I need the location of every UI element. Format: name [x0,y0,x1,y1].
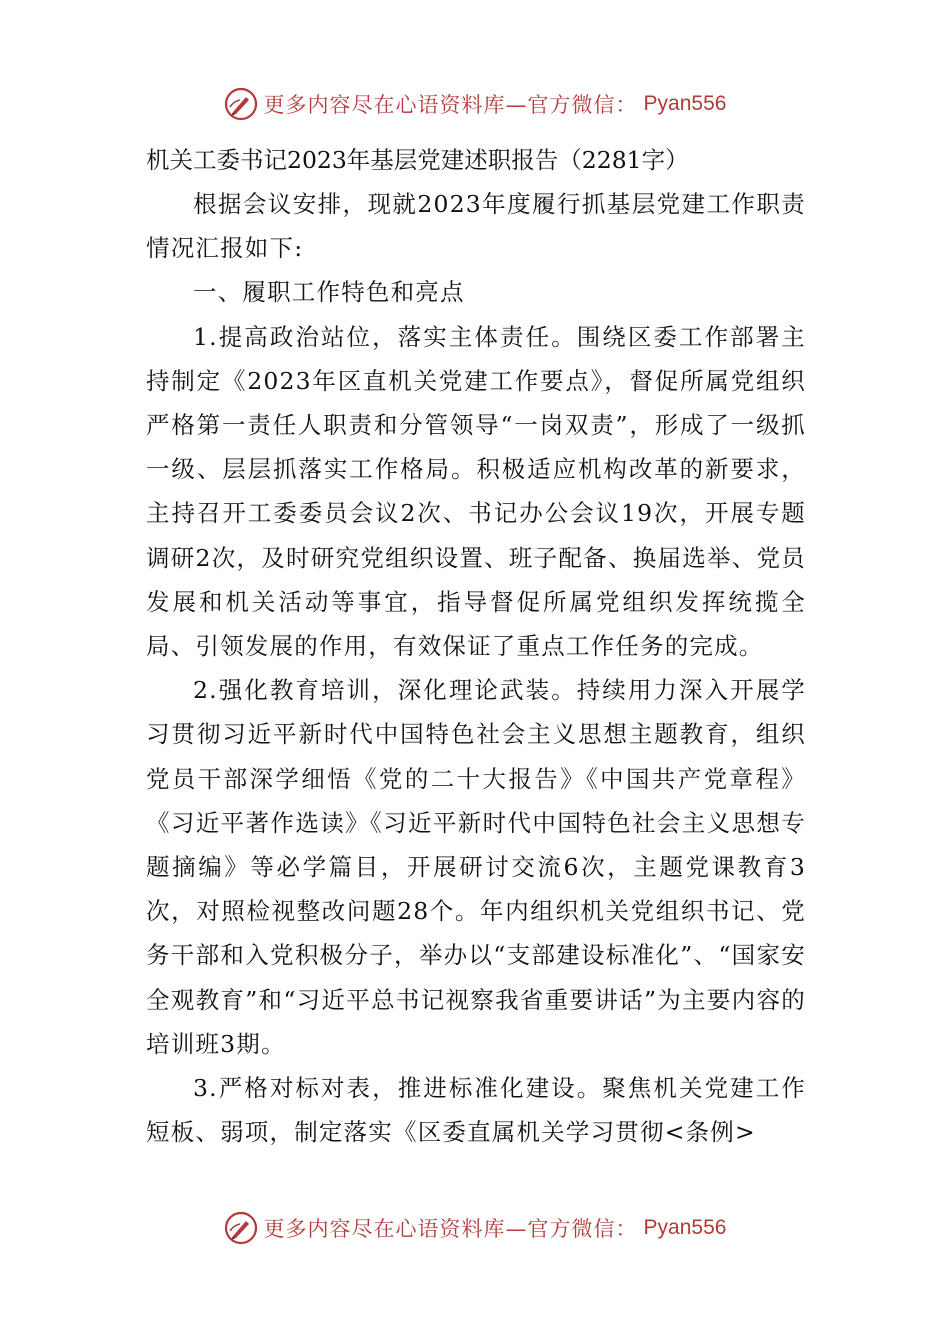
intro-paragraph: 根据会议安排，现就2023年度履行抓基层党建工作职责情况汇报如下: [146,190,806,263]
watermark-banner-bottom [0,1208,950,1248]
watermark-banner-top [0,84,950,124]
paragraph-3: 3.严格对标对表，推进标准化建设。聚焦机关党建工作短板、弱项，制定落实《区委直属机关学习贯彻<条例> [146,1074,806,1147]
section-heading: 一、履职工作特色和亮点 [193,278,465,307]
watermark-account: Pyan556 [643,1216,727,1239]
document-title: 机关工委书记2023年基层党建述职报告（2281字） [146,146,689,174]
pen-logo-icon [224,87,258,121]
watermark-text: 更多内容尽在心语资料库—官方微信： [263,1217,638,1241]
watermark-account: Pyan556 [643,92,727,115]
paragraph-2: 2.强化教育培训，深化理论武装。持续用力深入开展学习贯彻习近平新时代中国特色社会主义思想主题教育，组织党员干部深学细悟《党的二十大报告》《中国共产党章程》《习近平著作选读》《习近平新时代中国特色社会主义思想专题摘编》等必学篇目，开展研讨交流6次，主题党课教育3次，对照检视整改问题28个。年内组织机关党组织书记、党务干部和入党积极分子，举办以“支部建设标准化”、“国家安全观教育”和“习近平总书记视察我省重要讲话”为主要内容的培训班3期。 [146,676,806,1058]
document-body [146,138,806,1154]
watermark-text: 更多内容尽在心语资料库—官方微信： [263,93,638,117]
pen-logo-icon [224,1211,258,1245]
paragraph-1: 1.提高政治站位，落实主体责任。围绕区委工作部署主持制定《2023年区直机关党建工作要点》，督促所属党组织严格第一责任人职责和分管领导“一岗双责”，形成了一级抓一级、层层抓落实工作格局。积极适应机构改革的新要求，主持召开工委委员会议2次、书记办公会议19次，开展专题调研2次，及时研究党组织设置、班子配备、换届选举、党员发展和机关活动等事宜，指导督促所属党组织发挥统揽全局、引领发展的作用，有效保证了重点工作任务的完成。 [146,322,806,661]
